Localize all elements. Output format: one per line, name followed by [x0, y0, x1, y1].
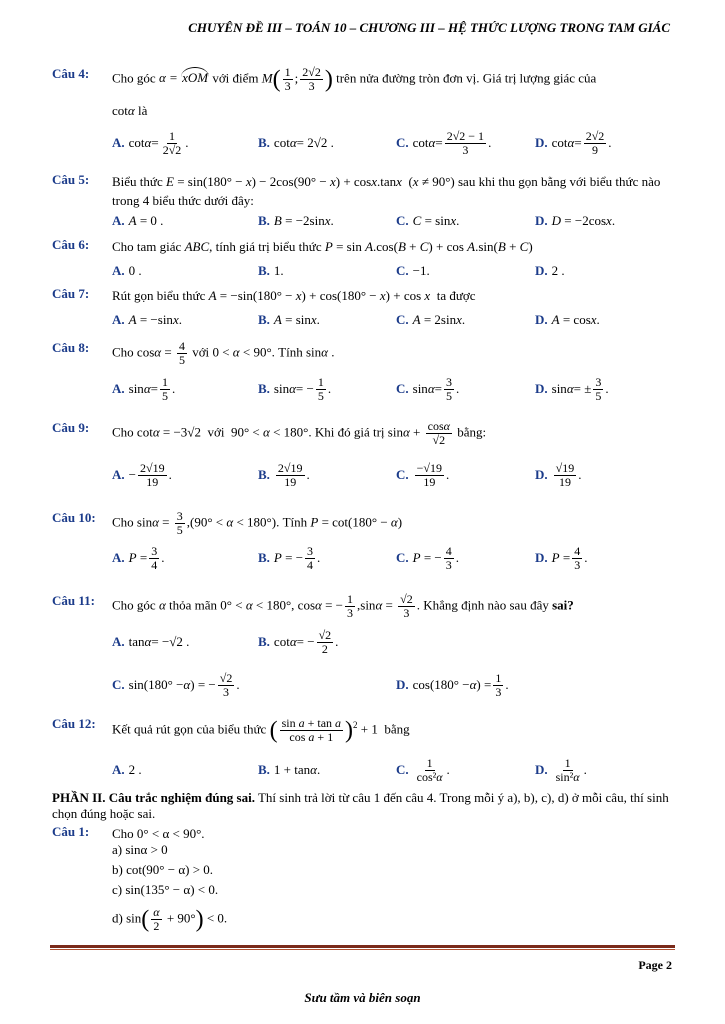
option-d[interactable]: D. cot α = $\frac{2√2}{9}$ .: [535, 128, 612, 157]
options-q7: [112, 309, 677, 331]
question-text: Cho góc α = xOM với điểm M( $\frac{1}{3}$ ; $\frac{2√2}{3}$ ) trên nửa đường tròn đơn vị. Giá trị lượng giác của cotα là: [112, 65, 597, 118]
option-c[interactable]: C. −1.: [396, 263, 430, 278]
question-label: Câu 8:: [52, 340, 90, 355]
question-label: Câu 11:: [52, 593, 95, 608]
option-d[interactable]: D. A = cos x .: [535, 312, 600, 327]
option-c[interactable]: C. $\frac{-√19}{19}$ .: [396, 460, 450, 489]
question-label: Câu 5:: [52, 172, 90, 187]
option-d[interactable]: D. $\frac{1}{\text{sin²α}}$ .: [535, 755, 587, 784]
page-number: Page 2: [638, 958, 672, 972]
part-2-intro: PHẦN II. Câu trắc nghiệm đúng sai. Thí sinh trả lời từ câu 1 đến câu 4. Trong mỗi ý a), b), c), d) ở mỗi câu, thí sinh chọn đúng hoặc sai.: [52, 790, 669, 821]
options-q11-row2: [112, 670, 677, 700]
option-c[interactable]: C. A = 2sin x .: [396, 312, 466, 327]
question-label: Câu 6:: [52, 237, 90, 252]
options-q4: [112, 128, 677, 158]
question-label: Câu 9:: [52, 420, 90, 435]
option-d[interactable]: D. D = −2cos x .: [535, 213, 616, 228]
option-d[interactable]: D. cos(180° − α ) = $\frac{1}{3}$ .: [396, 670, 509, 699]
option-b[interactable]: B. 1 + tan α .: [258, 762, 321, 777]
option-a[interactable]: A. A = −sin x .: [112, 312, 182, 327]
question-label: Câu 7:: [52, 286, 90, 301]
option-a[interactable]: A. − $\frac{2√19}{19}$ .: [112, 460, 172, 489]
options-q8: [112, 374, 677, 404]
question-label: Câu 10:: [52, 510, 96, 525]
question-text: Cho góc α thỏa mãn 0° < α < 180°, cosα = − $\frac{1}{3}$ ,sinα = $\frac{√2}{3}$ . Khẳng định nào sau đây sai?: [112, 592, 574, 620]
option-b[interactable]: B. P = − $\frac{3}{4}$ .: [258, 543, 321, 572]
statement-d[interactable]: d) sin( $\frac{\alpha}{2}$ + 90°) < 0.: [112, 905, 228, 933]
page-footer: Sưu tầm và biên soạn: [304, 990, 421, 1005]
option-b[interactable]: B. $\frac{2√19}{19}$ .: [258, 460, 310, 489]
question-text: Biểu thức E = sin(180° − x) − 2cos(90° − x) + cosx.tanx (x ≠ 90°) sau khi thu gọn bằng với biểu thức nào trong 4 biểu thức dưới đây:: [112, 174, 661, 208]
question-text: Cho sinα = $\frac{3}{5}$ ,(90° < α < 180°). Tính P = cot(180° − α): [112, 509, 403, 537]
statement-a[interactable]: a) sinα > 0: [112, 842, 168, 857]
option-d[interactable]: D. $\frac{√19}{19}$ .: [535, 460, 582, 489]
option-c[interactable]: C. cot α = $\frac{2√2 - 1}{3}$ .: [396, 128, 492, 157]
option-a[interactable]: A. cot α = $\frac{1}{2√2}$ .: [112, 128, 189, 157]
question-text: Cho cosα = $\frac{4}{5}$ với 0 < α < 90°. Tính sinα .: [112, 339, 335, 367]
question-text: Cho 0° < α < 90°.: [112, 826, 205, 841]
option-c[interactable]: C. P = − $\frac{4}{3}$ .: [396, 543, 460, 572]
option-a[interactable]: A. P = $\frac{3}{4}$ .: [112, 543, 165, 572]
option-a[interactable]: A. sin α = $\frac{1}{5}$ .: [112, 374, 176, 403]
options-q12: [112, 755, 677, 785]
options-q9: [112, 460, 677, 490]
option-b[interactable]: B. cot α = − $\frac{√2}{2}$ .: [258, 627, 339, 656]
option-b[interactable]: B. A = sin x .: [258, 312, 320, 327]
option-d[interactable]: D. 2 .: [535, 263, 565, 278]
option-a[interactable]: A. 2 .: [112, 762, 142, 777]
statement-c[interactable]: c) sin(135° − α) < 0.: [112, 882, 219, 897]
option-a[interactable]: A. 0 .: [112, 263, 142, 278]
page-header: CHUYÊN ĐỀ III – TOÁN 10 – CHƯƠNG III – HỆ THỨC LƯỢNG TRONG TAM GIÁC: [188, 20, 670, 35]
option-c[interactable]: C. sin α = $\frac{3}{5}$ .: [396, 374, 460, 403]
option-b[interactable]: B. 1.: [258, 263, 284, 278]
options-q11-row1: [112, 627, 677, 657]
options-q5: [112, 210, 677, 232]
footer-rule: [50, 945, 675, 948]
option-b[interactable]: B. sin α = − $\frac{1}{5}$ .: [258, 374, 332, 403]
question-label: Câu 1:: [52, 824, 90, 839]
options-q10: [112, 543, 677, 573]
option-c[interactable]: C. C = sin x .: [396, 213, 460, 228]
option-d[interactable]: D. sin α = ± $\frac{3}{5}$ .: [535, 374, 609, 403]
footer-rule-thin: [50, 949, 675, 950]
option-c[interactable]: C. sin(180° − α ) = − $\frac{√2}{3}$ .: [112, 670, 240, 699]
question-text: Cho cotα = −3√2 với 90° < α < 180°. Khi đó giá trị sinα + $\frac{\cos\alpha}{√2}$ bằng:: [112, 419, 487, 447]
question-text: Kết quả rút gọn của biểu thức ( $\frac{\text{sin a + tan a}}{\text{cos a + 1}}$ )$^2$ + 1 bằng: [112, 715, 410, 744]
question-label: Câu 12:: [52, 716, 96, 731]
options-q6: [112, 260, 677, 282]
statement-b[interactable]: b) cot(90° − α) > 0.: [112, 862, 214, 877]
option-d[interactable]: D. P = $\frac{4}{3}$ .: [535, 543, 588, 572]
question-label: Câu 4:: [52, 66, 90, 81]
question-text: Cho tam giác ABC, tính giá trị biểu thức P = sin A.cos(B + C) + cos A.sin(B + C): [112, 239, 533, 254]
option-a[interactable]: A. tan α = −√2 .: [112, 634, 190, 649]
option-a[interactable]: A. A = 0 .: [112, 213, 164, 228]
option-b[interactable]: B. cot α = 2√2 .: [258, 135, 334, 150]
option-b[interactable]: B. B = −2sin x .: [258, 213, 334, 228]
option-c[interactable]: C. $\frac{1}{\text{cos²α}}$ .: [396, 755, 450, 784]
question-text: Rút gọn biểu thức A = −sin(180° − x) + cos(180° − x) + cos x ta được: [112, 288, 476, 303]
